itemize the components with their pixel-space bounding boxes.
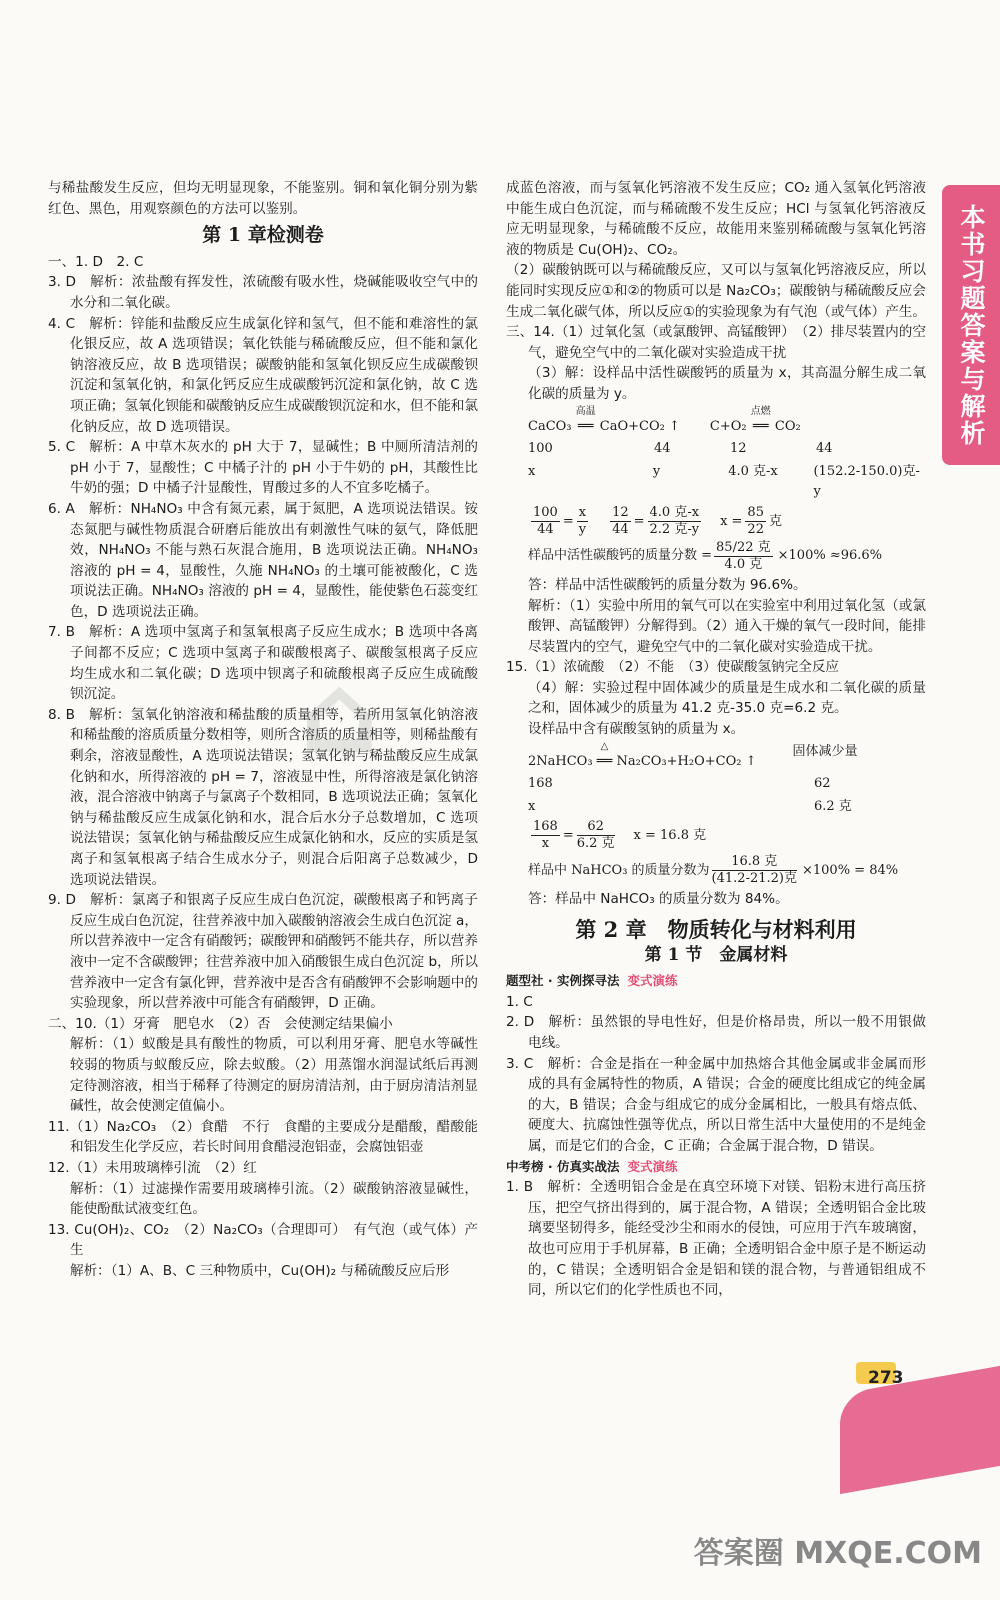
page-number: 273 bbox=[868, 1368, 904, 1388]
tag-pill: 变式演练 bbox=[627, 973, 678, 989]
frac-num: x bbox=[578, 504, 587, 520]
frac-den: 44 bbox=[537, 521, 554, 537]
watermark-bottom: 答案圈 MXQE.COM bbox=[693, 1536, 982, 1571]
answer-item: 二、10.（1）牙膏 肥皂水 （2）否 会使测定结果偏小 bbox=[48, 1015, 393, 1032]
answer-item: 1. B 解析：全透明铝合金是在真空环境下对镁、铝粉末进行高压挤压，把空气挤出得到的，属于混合物，A 错误；全透明铝合金比玻璃要坚韧得多，能经受沙尘和雨水的侵蚀，可应用于汽车玻璃窗，故也可应用于手机屏幕，B 正确；全透明铝合金中原子是不断运动的，C 错误；全透明铝合金是铝和镁的混合物，与普通铝组成不同，所以它们的化学性质也不同， bbox=[506, 1179, 926, 1299]
eq-value: (152.2-150.0)克-y bbox=[813, 463, 920, 500]
intro-text: 与稀盐酸发生反应，但均无明显现象，不能鉴别。铜和氧化铜分别为紫红色、黑色，用观察颜色的方法可以鉴别。 bbox=[48, 180, 478, 217]
section-tag bbox=[506, 1157, 926, 1178]
answer-item: 5. C 解析：A 中草木灰水的 pH 大于 7，显碱性；B 中厕所清洁剂的 pH 小于 7，显酸性；C 中橘子汁的 pH 小于牛奶的 pH，其酸性比牛奶的强；D 中橘子汁显酸性，胃酸过多的人不宜多吃橘子。 bbox=[48, 439, 478, 497]
eq-value: 100 bbox=[528, 441, 553, 457]
answer-item: 解析：（1）蚁酸是具有酸性的物质，可以利用牙膏、肥皂水等碱性较弱的物质与蚁酸反应，除去蚁酸。（2）用蒸馏水润湿试纸后再测定待测溶液，相当于稀释了待测定的厨房清洁剂，由于厨房清洁剂显碱性，故会使测定值偏小。 bbox=[70, 1036, 478, 1115]
frac-den: x bbox=[541, 836, 550, 852]
frac-num: 85/22 克 bbox=[716, 539, 771, 555]
answer-item: 3. C 解析：合金是指在一种金属中加热熔合其他金属或非金属而形成的具有金属特性的物质，A 错误；合金的硬度比组成它的纯金属的大，B 错误；合金与组成它的成分金属相比，一般具有熔点低、硬度大、抗腐蚀性强等优点，所以日常生活中大量使用的不是纯金属，而是它们的合金，C 正确；合金属于混合物，D 错误。 bbox=[506, 1055, 926, 1154]
answer-item: 解析：（1）实验中所用的氧气可以在实验室中利用过氧化氢（或氯酸钾、高锰酸钾）分解得到。（2）通入干燥的氧气一段时间，能排尽装置内的空气，避免空气中的二氧化碳对实验造成干扰。 bbox=[528, 597, 926, 655]
mass-fraction-label: 样品中活性碳酸钙的质量分数 = bbox=[528, 548, 713, 564]
eq-value: 62 bbox=[814, 776, 831, 792]
frac-den: 22 bbox=[747, 521, 764, 537]
condition-dianran: 点燃 bbox=[750, 405, 771, 417]
equation-nahco3: 2NaHCO₃ △ ══ Na₂CO₃+H₂O+CO₂ ↑ bbox=[528, 740, 757, 769]
answer-item: 15.（1）浓硫酸 （2）不能 （3）使碳酸氢钠完全反应 bbox=[506, 659, 840, 676]
frac-num: 100 bbox=[533, 504, 558, 520]
answer-item: 7. B 解析：A 选项中氢离子和氢氧根离子反应生成水；B 选项中各离子间都不反应；C 选项中氢离子和碳酸根离子、碳酸氢根离子反应均生成水和二氧化碳；D 选项中钡离子和硫酸根离子反应生成硫酸钡沉淀。 bbox=[48, 624, 478, 703]
frac-den: (41.2-21.2)克 bbox=[711, 871, 797, 887]
mass-fraction-tail: ×100% = 84% bbox=[801, 862, 899, 878]
answer-item: （3）解：设样品中活性碳酸钙的质量为 x，其高温分解生成二氧化碳的质量为 y。 bbox=[528, 365, 926, 402]
frac-den: 44 bbox=[612, 521, 629, 537]
eq-value: 44 bbox=[654, 441, 671, 457]
answer-item: 4. C 解析：锌能和盐酸反应生成氯化锌和氢气，但不能和难溶性的氯化银反应，故 A 选项错误；氧化铁能与稀硫酸反应，但不能和氯化钠溶液反应，故 B 选项错误；碳酸钠能和氢氧化钡反应生成碳酸钡沉淀和氢氧化钠，和氯化钙反应生成碳酸钙沉淀和氯化钠，故 C 选项正确；氢氧化钡能和碳酸钠反应生成碳酸钡沉淀和水，但不能和氯化钠反应，故 D 选项错误。 bbox=[48, 315, 478, 435]
frac-num: 62 bbox=[577, 819, 615, 836]
tag-label: 题型社 · 实例探寻法 bbox=[506, 973, 620, 989]
condition-heat: △ bbox=[600, 740, 609, 752]
answer-item: 2. D 解析：虽然银的导电性好，但是价格昂贵，所以一般不用银做电线。 bbox=[506, 1014, 926, 1051]
answer-item: 一、1. D 2. C bbox=[48, 253, 144, 270]
answer-item: 1. C bbox=[506, 993, 533, 1010]
equation-block-14: CaCO₃ 高温 ══ CaO+CO₂ ↑ C+O₂ 点燃 ══ CO₂ 100 44 12 44 x y 4.0 克-x (152.2-150.0)克-y $\frac{100}{44}$ = $\frac{x}{y}$ $\frac{12}{44}$ = $\frac{\text{4.0 克-x}}{\text{2.2 克-y}}$ x = $\frac{85}{22}$ 克 样品中活性碳酸钙的质量分数 = $\frac{\text{85/22 克}}{\text{4.0 克}}$ ×100% ≈96.6% bbox=[506, 407, 926, 573]
mass-fraction-tail: ×100% ≈96.6% bbox=[777, 548, 883, 564]
equation-caco3: CaCO₃ 高温 ══ CaO+CO₂ ↑ bbox=[528, 405, 680, 434]
section-tag bbox=[506, 971, 926, 992]
answer-item: （2）碳酸钠既可以与稀硫酸反应，又可以与氢氧化钙溶液反应，所以能同时实现反应①和②的物质可以是 Na₂CO₃；碳酸钠与稀硫酸反应会生成二氧化碳气体，所以反应①的实验现象为有气泡（或气体）产生。 bbox=[506, 262, 926, 320]
frac-den: 4.0 克 bbox=[724, 556, 763, 572]
answer-item: 8. B 解析：氢氧化钠溶液和稀盐酸的质量相等，若所用氢氧化钠溶液和稀盐酸的溶质质量分数相等，则所含溶质的质量相等，则稀盐酸有剩余，溶液显酸性，A 选项说法错误；氢氧化钠与稀盐酸反应生成氯化钠和水，所得溶液的 pH = 7，溶液显中性，所得溶液是氯化钠溶液，混合溶液中钠离子与氯离子个数相同，B 选项说法正确；氢氧化钠与稀盐酸反应生成氯化钠和水，混合后水分子总数增加，C 选项说法错误；氢氧化钠与稀盐酸反应生成氯化钠和水，反应的实质是氢离子和氢氧根离子结合生成水分子，则混合后阳离子总数减少，D 选项说法错误。 bbox=[48, 706, 478, 888]
answer-conclusion: 答：样品中活性碳酸钙的质量分数为 96.6%。 bbox=[528, 576, 807, 593]
answer-item: 成蓝色溶液，而与氢氧化钙溶液不发生反应；CO₂ 通入氢氧化钙溶液中能生成白色沉淀，而与稀硫酸不发生反应；HCl 与氢氧化钙溶液反应无明显现象，与稀硫酸不反应，故能用来鉴别稀硫酸与氢氧化钙溶液的物质是 Cu(OH)₂、CO₂。 bbox=[506, 180, 926, 258]
tag-label: 中考榜 · 仿真实战法 bbox=[506, 1158, 620, 1174]
tag-pill: 变式演练 bbox=[627, 1158, 678, 1174]
frac-den: y bbox=[578, 521, 587, 537]
frac-den: 2.2 克-y bbox=[649, 521, 700, 537]
mass-fraction-label: 样品中 NaHCO₃ 的质量分数为 bbox=[528, 862, 710, 878]
frac-num: 12 bbox=[612, 504, 629, 520]
chapter-test-title: 第 1 章检测卷 bbox=[202, 224, 324, 247]
answer-item: 解析：（1）过滤操作需要用玻璃棒引流。（2）碳酸钠溶液显碱性，能使酚酞试液变红色。 bbox=[70, 1180, 478, 1218]
eq-value: 6.2 克 bbox=[814, 798, 852, 814]
answer-item: 9. D 解析：氯离子和银离子反应生成白色沉淀，碳酸根离子和钙离子反应生成白色沉淀，往营养液中加入碳酸钠溶液会生成白色沉淀 a，所以营养液中一定含有硝酸钙；碳酸钾和硝酸钙不能共存，所以营养液中一定不含碳酸钾；往营养液中加入硝酸银生成白色沉淀 b，所以营养液中一定含有氯化钾，营养液中是否含有硝酸钾不会影响题中的实验现象，所以营养液中可能含有硝酸钾，D 正确。 bbox=[48, 892, 478, 1012]
eq-value: 44 bbox=[816, 441, 833, 457]
eq-value: x bbox=[528, 463, 536, 479]
answer-item: 设样品中含有碳酸氢钠的质量为 x。 bbox=[528, 721, 745, 738]
eq-value: x bbox=[528, 798, 536, 814]
answer-item: 13. Cu(OH)₂、CO₂ （2）Na₂CO₃（合理即可） 有气泡（或气体）产生 bbox=[48, 1221, 478, 1259]
answer-item: 11.（1）Na₂CO₃ （2）食醋 不行 食醋的主要成分是醋酸，醋酸能和铝发生化学反应，若长时间用食醋浸泡铝壶，会腐蚀铝壶 bbox=[48, 1118, 478, 1156]
eq-value: 12 bbox=[730, 441, 747, 457]
side-tab: 本书习题答案与解析 bbox=[942, 185, 1000, 465]
answer-item: 3. D 解析：浓盐酸有挥发性，浓硫酸有吸水性，烧碱能吸收空气中的水分和二氧化碳。 bbox=[48, 274, 478, 311]
answer-item: 12.（1）未用玻璃棒引流 （2）红 bbox=[48, 1159, 257, 1176]
frac-num: 85 bbox=[747, 504, 764, 520]
equation-block-15: 2NaHCO₃ △ ══ Na₂CO₃+H₂O+CO₂ ↑ 固体减少量 168 62 x 6.2 克 $\frac{168}{x}$ = $\frac{62}{\text{6.2 克}}$ x = 16.8 克 样品中 NaHCO₃ 的质量分数为 $\frac{\text{16.8 克}}{\text{(41.2-21.2)克}}$ ×100% = 84% bbox=[528, 740, 899, 887]
solid-loss-label: 固体减少量 bbox=[792, 743, 858, 759]
eq-value: 4.0 克-x bbox=[728, 463, 778, 479]
equation-c-o2: C+O₂ 点燃 ══ CO₂ bbox=[709, 405, 801, 434]
section-1-title: 第 1 节 金属材料 bbox=[644, 944, 788, 965]
frac-num: 16.8 克 bbox=[712, 854, 797, 871]
x-result: x = 16.8 克 bbox=[633, 827, 707, 843]
frac-num: 168 bbox=[533, 819, 558, 835]
answer-conclusion: 答：样品中 NaHCO₃ 的质量分数为 84%。 bbox=[528, 891, 789, 908]
eq-value: y bbox=[652, 463, 661, 479]
answer-item: 三、14.（1）过氧化氢（或氯酸钾、高锰酸钾） （2）排尽装置内的空气，避免空气中的二氧化碳对实验造成干扰 bbox=[506, 324, 926, 361]
answer-item: 6. A 解析：NH₄NO₃ 中含有氮元素，属于氮肥，A 选项说法错误。铵态氮肥与碱性物质混合研磨后能放出有刺激性气味的氨气，降低肥效，NH₄NO₃ 不能与熟石灰混合施用，B 选项说法正确。NH₄NO₃ 溶液的 pH = 4，显酸性，久施 NH₄NO₃ 的土壤可能被酸化，C 选项说法正确。NH₄NO₃ 溶液的 pH = 4，显酸性，能使紫色石蕊变红色，D 选项说法正确。 bbox=[48, 500, 478, 620]
x-unit: 克 bbox=[768, 513, 782, 529]
frac-num: 4.0 克-x bbox=[649, 504, 700, 520]
right-column bbox=[506, 178, 926, 1301]
left-column bbox=[48, 178, 478, 1281]
chapter-2-title: 第 2 章 物质转化与材料利用 bbox=[575, 917, 857, 943]
condition-gaowen: 高温 bbox=[575, 405, 596, 417]
eq-value: 168 bbox=[528, 776, 553, 792]
x-label: x = bbox=[720, 513, 743, 529]
answer-item: （4）解：实验过程中固体减少的质量是生成水和二氧化碳的质量之和，固体减少的质量为 41.2 克-35.0 克=6.2 克。 bbox=[528, 679, 926, 717]
corner-decoration bbox=[840, 1366, 1000, 1494]
watermark-logo: ⌂ bbox=[300, 650, 379, 778]
frac-den: 6.2 克 bbox=[576, 836, 615, 852]
answer-item: 解析：（1）A、B、C 三种物质中，Cu(OH)₂ 与稀硫酸反应后形 bbox=[70, 1262, 450, 1279]
